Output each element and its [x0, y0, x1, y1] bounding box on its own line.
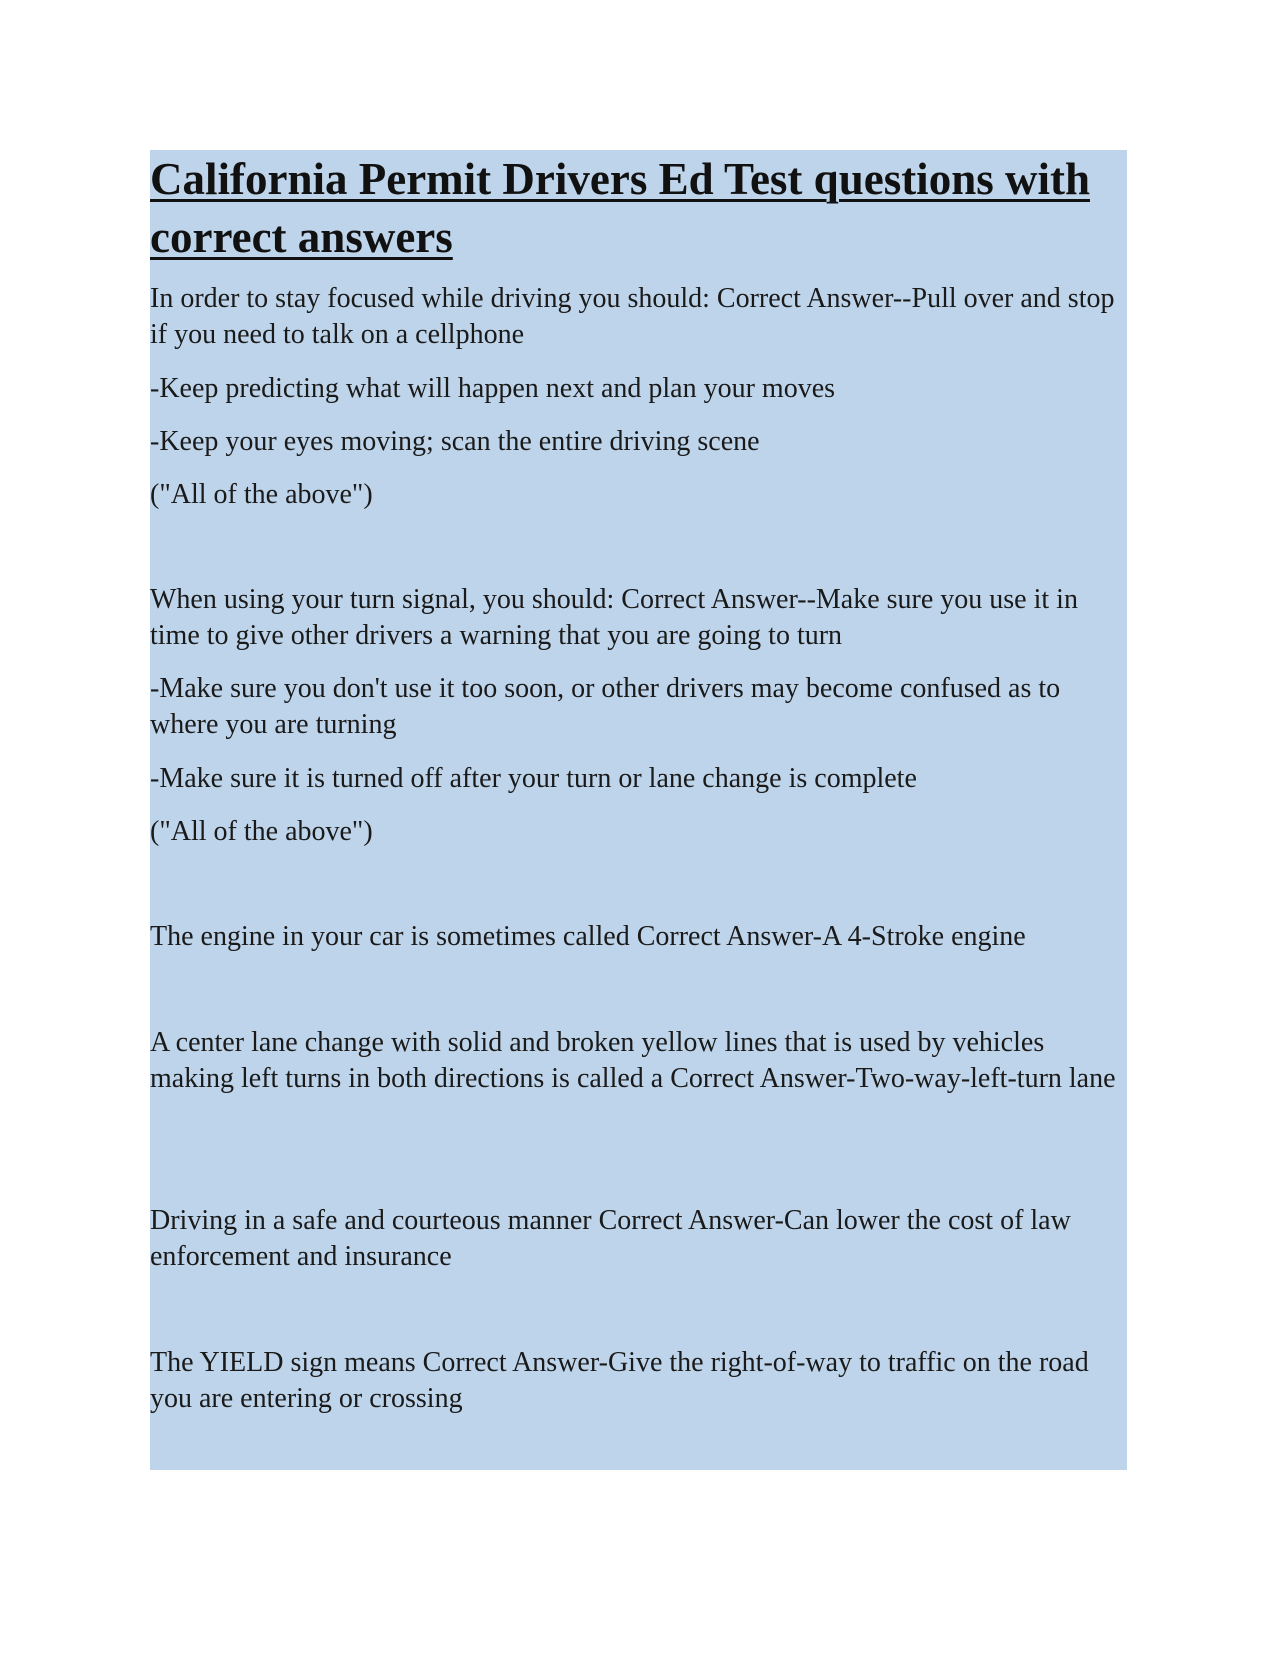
highlighted-content-block: [150, 150, 1127, 1470]
answer-option: -Keep your eyes moving; scan the entire driving scene: [150, 426, 760, 457]
document-title: California Permit Drivers Ed Test questions with correct answers: [150, 154, 1090, 262]
answer-option: -Make sure it is turned off after your turn or lane change is complete: [150, 763, 917, 794]
question-paragraph: When using your turn signal, you should: Correct Answer--Make sure you use it in time to give other drivers a warning that you are going to turn: [150, 584, 1078, 651]
answer-option: ("All of the above"): [150, 479, 373, 510]
answer-option: -Make sure you don't use it too soon, or other drivers may become confused as to where you are turning: [150, 673, 1061, 740]
question-paragraph: A center lane change with solid and broken yellow lines that is used by vehicles making left turns in both directions is called a Correct Answer-Two-way-left-turn lane: [150, 1027, 1116, 1094]
answer-option: ("All of the above"): [150, 816, 373, 847]
question-paragraph: In order to stay focused while driving you should: Correct Answer--Pull over and stop if you need to talk on a cellphone: [150, 283, 1115, 350]
question-paragraph: The engine in your car is sometimes called Correct Answer-A 4-Stroke engine: [150, 921, 1026, 952]
question-paragraph: Driving in a safe and courteous manner Correct Answer-Can lower the cost of law enforcement and insurance: [150, 1205, 1071, 1272]
question-paragraph: The YIELD sign means Correct Answer-Give the right-of-way to traffic on the road you are entering or crossing: [150, 1347, 1089, 1414]
answer-option: -Keep predicting what will happen next and plan your moves: [150, 373, 836, 404]
